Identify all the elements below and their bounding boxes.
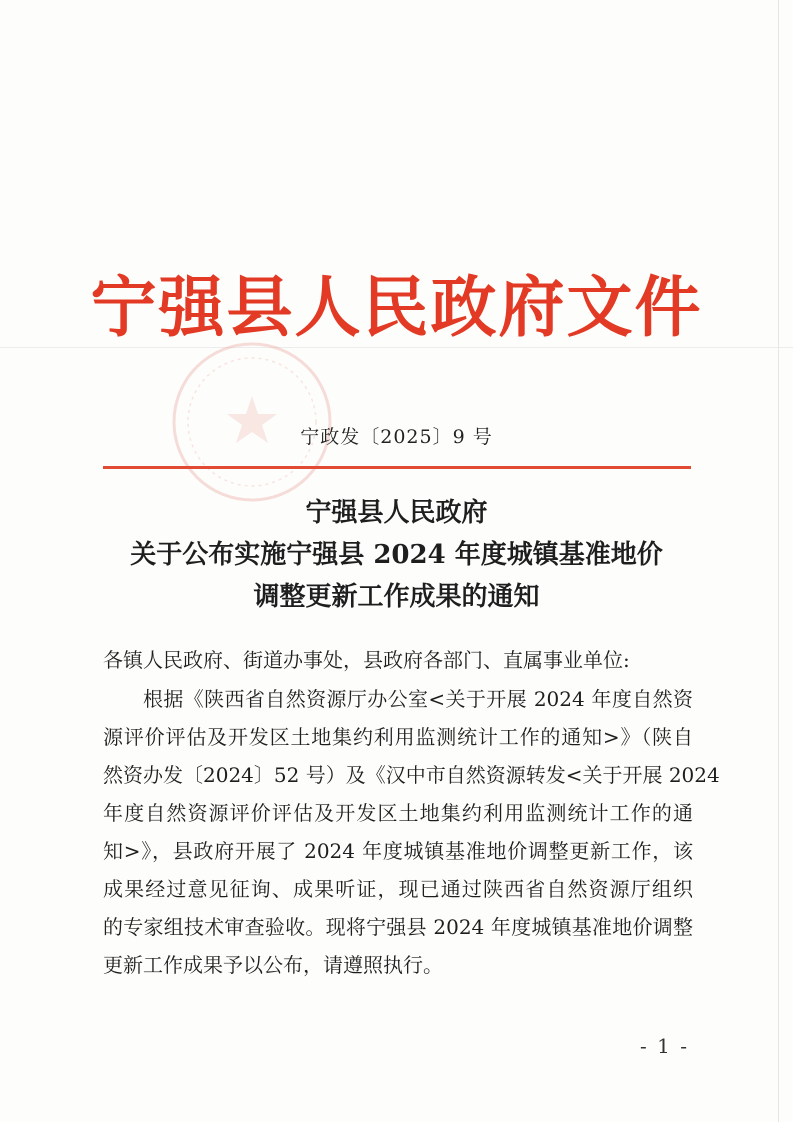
body-line: 年度自然资源评价评估及开发区土地集约利用监测统计工作的通 [103,801,693,825]
body-line: 源评价评估及开发区土地集约利用监测统计工作的通知>》（陕自 [103,725,693,749]
addressee-line: 各镇人民政府、街道办事处，县政府各部门、直属事业单位: [103,648,630,672]
body-line: 然资办发〔2024〕52 号）及《汉中市自然资源转发<关于开展 2024 [103,763,720,787]
body-line: 更新工作成果予以公布，请遵照执行。 [103,953,443,977]
document-number: 宁政发〔2025〕9 号 [300,426,493,448]
body-line: 成果经过意见征询、成果听证，现已通过陕西省自然资源厅组织 [103,877,693,901]
title-line-3: 调整更新工作成果的通知 [253,582,540,612]
red-header-rule [103,466,691,469]
title-line-1: 宁强县人民政府 [305,498,488,528]
body-line: 根据《陕西省自然资源厅办公室<关于开展 2024 年度自然资 [143,687,693,711]
document-header-title: 宁强县人民政府文件 [90,268,703,346]
title-line-2: 关于公布实施宁强县 2024 年度城镇基准地价 [130,540,663,570]
body-line: 知>》，县政府开展了 2024 年度城镇基准地价调整更新工作，该 [103,839,693,863]
faint-seal-stamp [168,338,336,506]
document-title [0,492,793,618]
page-number: - 1 - [640,1034,689,1058]
body-line: 的专家组技术审查验收。现将宁强县 2024 年度城镇基准地价调整 [103,915,693,939]
